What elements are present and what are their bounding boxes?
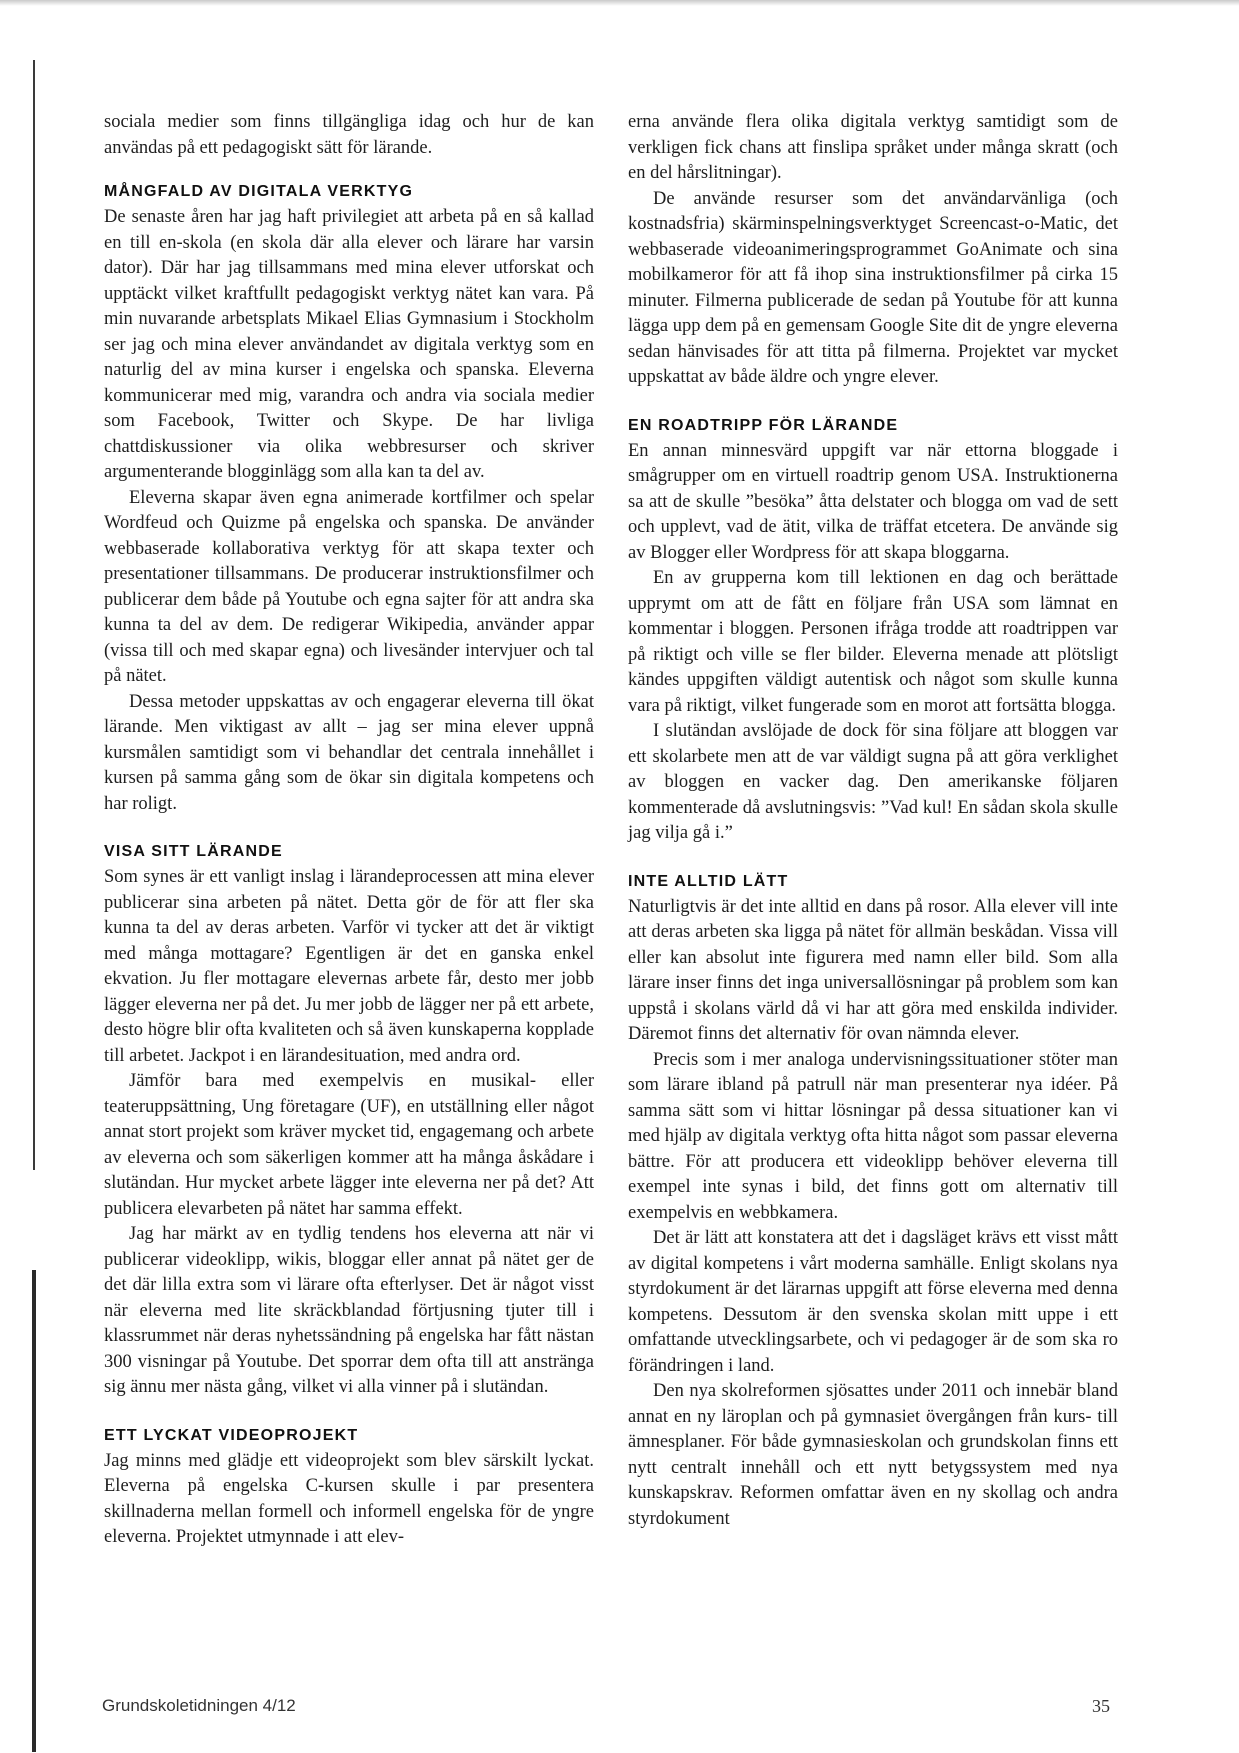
section-heading: VISA SITT LÄRANDE	[104, 843, 283, 860]
paragraph: Naturligtvis är det inte alltid en dans på rosor. Alla elever vill inte att deras arbeten ska ligga på nätet för allmän beskådan. Vissa vill eller kan absolut inte figurera med namn eller bild. Som alla lärare inser finns det inga universallösningar på problem som kan uppstå i skolans värld då vi har att göra med enskilda individer. Däremot finns det alternativ för ovan nämnda elever.	[628, 896, 1118, 1044]
paragraph: erna använde flera olika digitala verktyg samtidigt som de verkligen fick chans att finslipa språket under många skratt (och en del hårslitningar).	[628, 112, 1118, 183]
paragraph: Precis som i mer analoga undervisningssituationer stöter man som lärare ibland på patrull när man presenterar nya idéer. På samma sätt som vi hittar lösningar på dessa situationer kan vi med hjälp av digitala verktyg ofta hitta något som passar eleverna bättre. För att producera ett videoklipp behöver eleverna till exempel inte synas i bild, det finns gott om alternativ till exempelvis en webbkamera.	[628, 1049, 1118, 1223]
paragraph: De senaste åren har jag haft privilegiet att arbeta på en så kallad en till en-skola (en skola där alla elever och lärare har varsin dator). Där har jag tillsammans med mina elever utforskat och upptäckt vilket kraftfullt pedagogiskt verktyg nätet kan vara. På min nuvarande arbetsplats Mikael Elias Gymnasium i Stockholm ser jag och mina elever användandet av digitala verktyg som en naturlig del av mina kurser i engelska och spanska. Eleverna kommunicerar med mig, varandra och andra via sociala medier som Facebook, Twitter och Skype. De har livliga chattdiskussioner via olika webbresurser och skriver argumenterande blogginlägg som alla kan ta del av.	[104, 207, 594, 482]
binding-edge	[33, 60, 35, 1170]
paragraph: Den nya skolreformen sjösattes under 2011 och innebär bland annat en ny läroplan och på gymnasiet övergången från kurs- till ämnesplaner. För både gymnasieskolan och grundskolan finns ett nytt centralt innehåll och ett nytt betygssystem med nya kunskapskrav. Reformen omfattar även en ny skollag och andra styrdokument	[628, 1381, 1118, 1529]
paragraph: Som synes är ett vanligt inslag i lärandeprocessen att mina elever publicerar sina arbeten på nätet. Detta gör de för att fler ska kunna ta del av deras arbeten. Varför vi tycker att det är viktigt med många mottagare? Egentligen är det en ganska enkel ekvation. Ju fler mottagare elevernas arbete får, desto mer jobb lägger eleverna ner på det. Ju mer jobb de lägger ner på ett arbete, desto högre blir ofta kvaliteten och så även kunskaperna kopplade till arbetet. Jackpot i en lärandesituation, med andra ord.	[104, 867, 594, 1066]
publication-footer: Grundskoletidningen 4/12	[102, 1696, 296, 1715]
section-heading: EN ROADTRIPP FÖR LÄRANDE	[628, 416, 899, 434]
paragraph: I slutändan avslöjade de dock för sina följare att bloggen var ett skolarbete men att de var väldigt sugna på att göra verklighet av bloggen en vacker dag. Den amerikanske följaren kommenterade då avslutningsvis: ”Vad kul! En sådan skola skulle jag vilja gå i.”	[628, 721, 1118, 843]
left-column	[104, 110, 594, 1551]
right-column	[628, 110, 1118, 1532]
section-heading: MÅNGFALD AV DIGITALA VERKTYG	[104, 183, 414, 200]
binding-edge-lower	[32, 1270, 36, 1752]
paragraph: Jag minns med glädje ett videoprojekt som blev särskilt lyckat. Eleverna på engelska C-kursen skulle i par presentera skillnaderna mellan formell och informell engelska för de yngre eleverna. Projektet utmynnade i att elev-	[104, 1450, 594, 1547]
section-heading: ETT LYCKAT VIDEOPROJEKT	[104, 1426, 359, 1444]
paragraph: Det är lätt att konstatera att det i dagsläget krävs ett visst mått av digital kompetens i vårt moderna samhälle. Enligt skolans nya styrdokument är det lärarnas uppgift att förse eleverna med denna kompetens. Dessutom är den svenska skolan mitt uppe i ett omfattande utvecklingsarbete, och vi pedagoger är de som ska ro förändringen i land.	[628, 1228, 1118, 1376]
paragraph: En annan minnesvärd uppgift var när ettorna bloggade i smågrupper om en virtuell roadtrip genom USA. Instruktionerna sa att de skulle ”besöka” åtta delstater och blogga om vad de sett och upplevt, vad de ätit, vilka de träffat etcetera. De använde sig av Blogger eller Wordpress för att skapa bloggarna.	[628, 440, 1118, 563]
page-number: 35	[1092, 1696, 1110, 1716]
paragraph: Jag har märkt av en tydlig tendens hos eleverna att när vi publicerar videoklipp, wikis, bloggar eller annat på nätet ger de det där lilla extra som vi lärare ofta efterlyser. Det är något visst när eleverna med lite skräckblandad förtjusning tjuter till i klassrummet när deras nyhetssändning på engelska har fått nästan 300 visningar på Youtube. Det sporrar dem ofta till att anstränga sig ännu mer nästa gång, vilket vi alla vinner på i slutändan.	[104, 1224, 594, 1397]
paragraph: Dessa metoder uppskattas av och engagerar eleverna till ökat lärande. Men viktigast av allt – jag ser mina elever uppnå kursmålen samtidigt som vi behandlar det centrala innehållet i kursen på samma gång som de ökar sin digitala kompetens och har roligt.	[104, 691, 594, 814]
paragraph: De använde resurser som det användarvänliga (och kostnadsfria) skärminspelningsverktyget Screencast-o-Matic, det webbaserade videoanimeringsprogrammet GoAnimate och sina mobilkameror för att få ihop sina instruktionsfilmer på cirka 15 minuter. Filmerna publicerade de sedan på Youtube för att kunna lägga upp dem på en gemensam Google Site dit de yngre eleverna sedan hänvisades för att titta på filmerna. Projektet var mycket uppskattat av både äldre och yngre elever.	[628, 188, 1118, 387]
paragraph: En av grupperna kom till lektionen en dag och berättade upprymt om att de fått en följare från USA som lämnat en kommentar i bloggen. Personen ifråga trodde att roadtrippen var på riktigt och ville se fler bilder. Eleverna menade att plötsligt kändes uppgiften väldigt autentisk och något som skulle kunna vara på riktigt, vilket fungerade som en morot att fortsätta blogga.	[628, 568, 1118, 716]
paragraph: Jämför bara med exempelvis en musikal- eller teateruppsättning, Ung företagare (UF), en utställning eller något annat stort projekt som kräver mycket tid, engagemang och arbete av eleverna och som säkerligen kommer att ha många åskådare i slutändan. Hur mycket arbete lägger inte eleverna ner på det? Att publicera elevarbeten på nätet har samma effekt.	[104, 1071, 594, 1219]
paragraph: Eleverna skapar även egna animerade kortfilmer och spelar Wordfeud och Quizme på engelska och spanska. De använder webbaserade kollaborativa verktyg för att skapa texter och presentationer tillsammans. De producerar instruktionsfilmer och publicerar dem både på Youtube och egna sajter för att andra ska kunna ta del av dem. De redigerar Wikipedia, använder appar (vissa till och med skapar egna) och livesänder intervjuer och tal på nätet.	[104, 487, 594, 686]
scan-edge	[0, 0, 1239, 6]
section-heading: INTE ALLTID LÄTT	[628, 872, 789, 890]
paragraph: sociala medier som finns tillgängliga idag och hur de kan användas på ett pedagogiskt sätt för lärande.	[104, 112, 594, 158]
